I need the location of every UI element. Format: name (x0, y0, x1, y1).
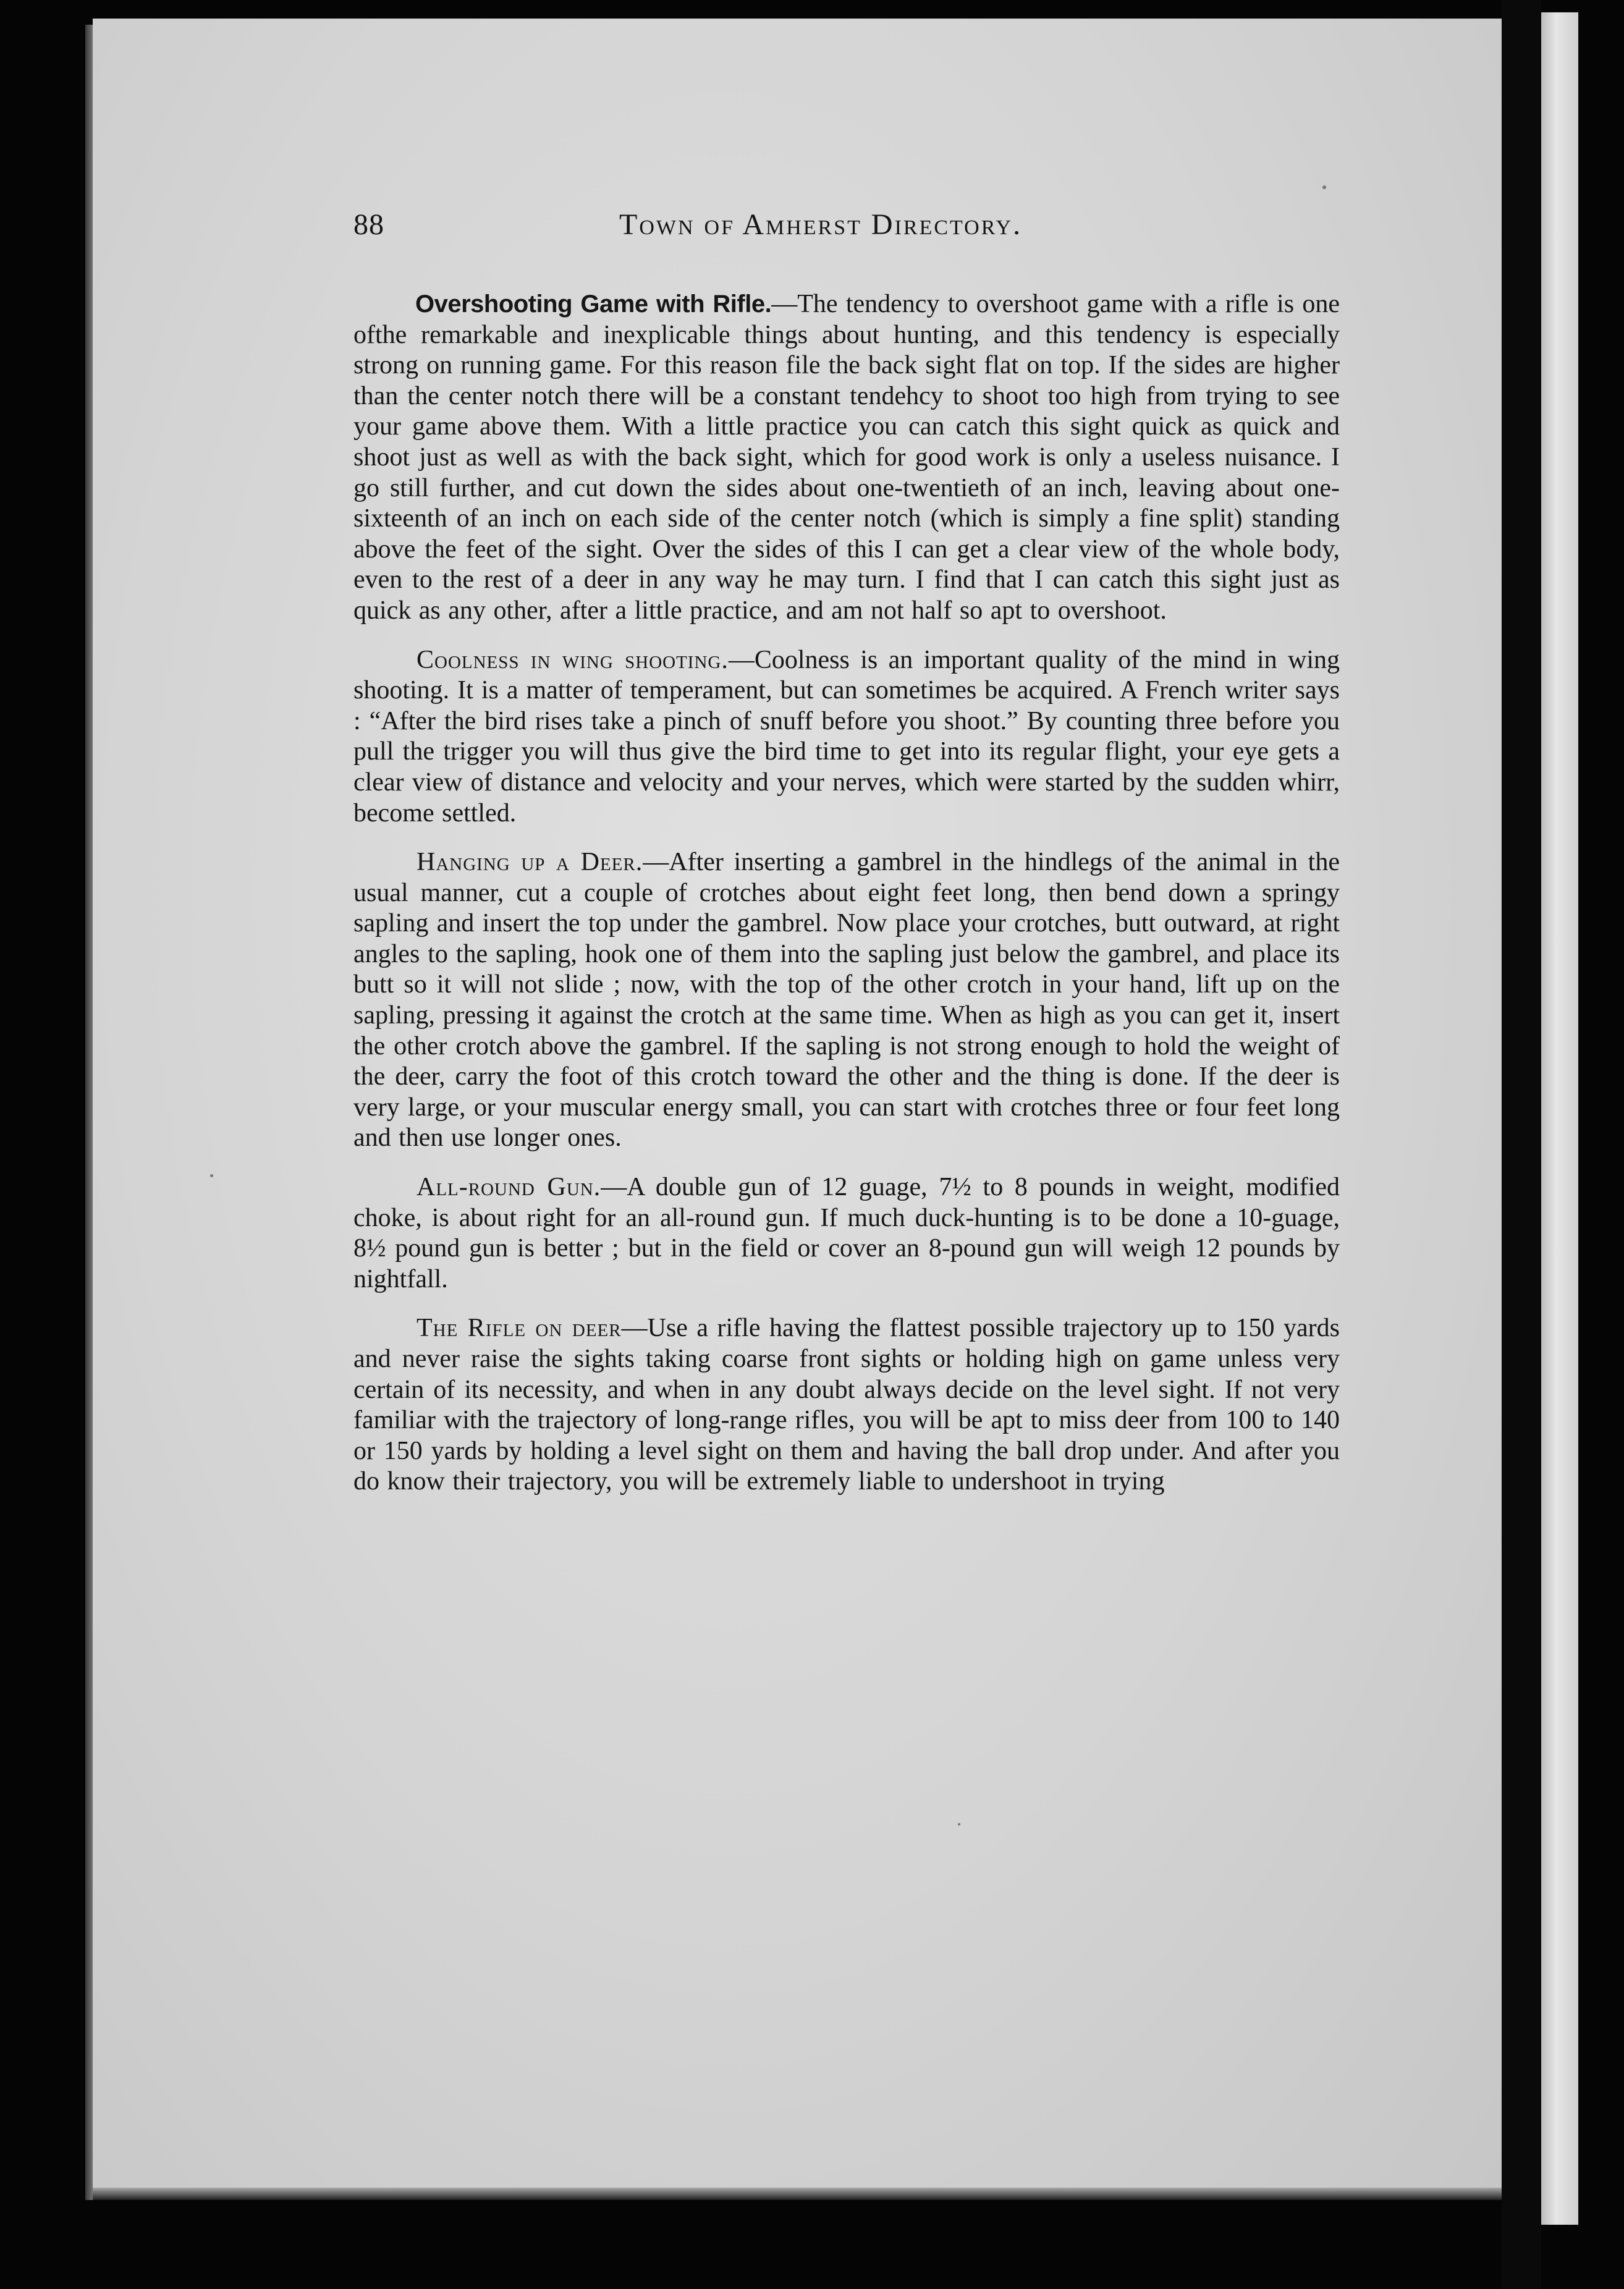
paragraph-heading: All-round Gun. (417, 1173, 601, 1202)
paragraph-heading: Coolness in wing shooting. (417, 645, 729, 674)
dust-speck (1322, 185, 1326, 189)
page-header (353, 206, 1340, 243)
paragraph-text: —The tendency to overshoot game with a rifle is one ofthe remarkable and inexplicable things about hunting, and this tendency is especially strong on running game. For this reason file the back sight flat on top. If the sides are higher than the center notch there will be a constant tendehcy to shoot too high from trying to see your game above them. With a little practice you can catch this sight quick as quick and shoot just as well as with the back sight, which for good work is only a useless nuisance. I go still further, and cut down the sides about one-twentieth of an inch, leaving about one-sixteenth of an inch on each side of the center notch (which is simply a fine split) standing above the feet of the sight. Over the sides of this I can get a clear view of the whole body, even to the rest of a deer in any way he may turn. I find that I can catch this sight just as quick as any other, after a little practice, and am not half so apt to overshoot. (353, 290, 1340, 625)
paragraph-text: —A double gun of 12 guage, 7½ to 8 pounds in weight, modified choke, is about right for an all-round gun. If much duck-hunting is to be done a 10-guage, 8½ pound gun is better ; but in the field or cover an 8-pound gun will weigh 12 pounds by nightfall. (353, 1173, 1340, 1293)
paragraph-text: —After inserting a gambrel in the hindlegs of the animal in the usual manner, cut a couple of crotches about eight feet long, then bend down a springy sapling and insert the top under the gambrel. Now place your crotches, butt outward, at right angles to the sapling, hook one of them into the sapling just below the gambrel, and place its butt so it will not slide ; now, with the top of the other crotch in your hand, lift up on the sapling, pressing it against the crotch at the same time. When as high as you can get it, insert the other crotch above the gambrel. If the sapling is not strong enough to hold the weight of the deer, carry the foot of this crotch toward the other and the thing is done. If the deer is very large, or your muscular energy small, you can start with crotches three or four feet long and then use longer ones. (353, 848, 1340, 1153)
paragraph-coolness (353, 645, 1340, 829)
paragraph-all-round-gun (353, 1172, 1340, 1295)
binding-gutter (1502, 0, 1541, 2289)
paragraph-heading: The Rifle on deer (417, 1314, 622, 1343)
paragraph-text: —Use a rifle having the flattest possible trajectory up to 150 yards and never raise the sights taking coarse front sights or holding high on game unless very certain of its necessity, and when in any doubt always decide on the level sight. If not very familiar with the trajectory of long-range rifles, you will be apt to miss deer from 100 to 140 or 150 yards by holding a level sight on them and having the ball drop under. And after you do know their trajectory, you will be extremely liable to undershoot in trying (353, 1314, 1340, 1496)
paragraph-heading: Hanging up a Deer. (417, 848, 643, 877)
running-head: Town of Amherst Directory. (619, 208, 1023, 241)
article-body (353, 289, 1340, 1516)
page-bottom-shadow (93, 2188, 1502, 2200)
paragraph-overshooting (353, 289, 1340, 627)
paragraph-rifle-on-deer (353, 1313, 1340, 1497)
dust-speck (210, 1174, 213, 1177)
paragraph-heading: Overshooting Game with Rifle. (415, 290, 772, 318)
paragraph-text: —Coolness is an important quality of the mind in wing shooting. It is a matter of temperament, but can sometimes be acquired. A French writer says : “After the bird rises take a pinch of snuff before you shoot.” By counting three before you pull the trigger you will thus give the bird time to get into its regular flight, your eye gets a clear view of distance and velocity and your nerves, which were started by the sudden whirr, become settled. (353, 645, 1340, 827)
paragraph-hanging-deer (353, 847, 1340, 1154)
adjacent-page-edge (1541, 12, 1578, 2225)
page-number: 88 (353, 208, 384, 241)
dust-speck (958, 1823, 960, 1826)
